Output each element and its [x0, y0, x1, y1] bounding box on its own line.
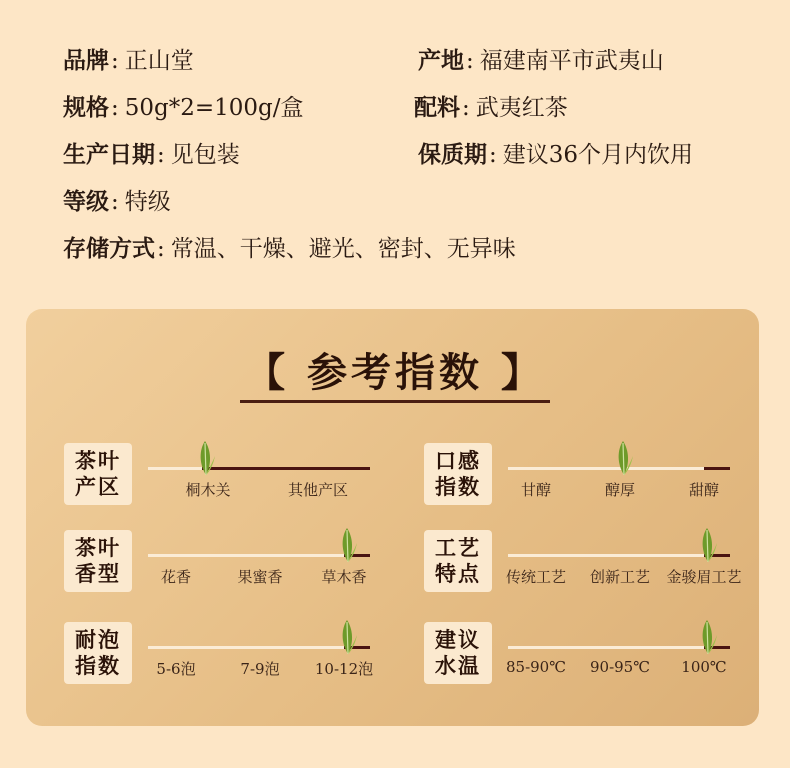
spec-value: 50g*2=100g/盒 [124, 95, 304, 121]
index-option-label: 果蜜香 [237, 568, 283, 586]
tea-leaf-marker-icon [614, 440, 634, 476]
spec-sep: : [489, 142, 497, 168]
spec-sep: : [466, 48, 474, 74]
index-scale-track [508, 646, 730, 649]
spec-value: 福建南平市武夷山 [479, 48, 664, 74]
index-scale-track [148, 646, 370, 649]
spec-sep: : [462, 95, 470, 121]
spec-key: 配料 [414, 94, 460, 121]
spec-production-date [63, 140, 240, 170]
index-label-line1: 口感 [435, 448, 481, 473]
title-underline [240, 400, 550, 403]
index-label-line2: 特点 [435, 561, 481, 586]
spec-value: 见包装 [170, 142, 240, 168]
index-scale-track [148, 554, 370, 557]
spec-key: 生产日期 [63, 141, 155, 168]
index-scale-track [508, 554, 730, 557]
index-option-label: 5-6泡 [156, 660, 196, 678]
spec-value: 建议36个月内饮用 [502, 142, 694, 168]
index-label-box [64, 443, 132, 505]
spec-size [63, 93, 304, 123]
spec-sep: : [157, 236, 165, 262]
spec-ingredients [414, 93, 568, 123]
spec-value: 特级 [124, 189, 171, 215]
panel-title: 【 参考指数 】 [245, 349, 545, 396]
index-option-label: 100℃ [681, 658, 727, 676]
index-option-label: 花香 [160, 568, 192, 586]
spec-key: 保质期 [418, 141, 487, 168]
index-scale-fill [704, 467, 730, 470]
spec-origin [418, 46, 664, 76]
spec-sep: : [111, 189, 119, 215]
index-label-line2: 香型 [75, 561, 121, 586]
index-option-label: 桐木关 [185, 481, 231, 499]
index-label-box [424, 443, 492, 505]
index-option-label: 85-90℃ [505, 658, 567, 676]
spec-value: 常温、干燥、避光、密封、无异味 [170, 236, 516, 262]
index-option-label: 创新工艺 [589, 568, 651, 586]
index-label-line2: 水温 [435, 653, 481, 678]
spec-key: 等级 [63, 188, 109, 215]
spec-grade [63, 187, 171, 217]
index-label-box [64, 622, 132, 684]
tea-leaf-marker-icon [196, 440, 216, 476]
spec-sep: : [111, 48, 119, 74]
index-label-box [424, 622, 492, 684]
index-label-line1: 耐泡 [75, 627, 121, 652]
index-option-label: 7-9泡 [240, 660, 280, 678]
index-label-line1: 茶叶 [75, 535, 121, 560]
spec-value: 武夷红茶 [475, 95, 568, 121]
spec-storage [63, 234, 516, 264]
spec-brand [63, 46, 194, 76]
index-scale-fill [202, 467, 370, 470]
spec-sep: : [111, 95, 119, 121]
index-label-line2: 指数 [75, 653, 121, 678]
index-option-label: 甜醇 [688, 481, 720, 499]
index-label-line2: 指数 [435, 474, 481, 499]
index-option-label: 草木香 [321, 568, 367, 586]
index-option-label: 90-95℃ [589, 658, 651, 676]
spec-key: 产地 [418, 47, 464, 74]
tea-leaf-marker-icon [338, 527, 358, 563]
index-label-line1: 建议 [435, 627, 481, 652]
index-option-label: 金骏眉工艺 [666, 568, 742, 586]
spec-sep: : [157, 142, 165, 168]
tea-leaf-marker-icon [698, 619, 718, 655]
index-option-label: 醇厚 [604, 481, 636, 499]
index-label-line2: 产区 [75, 474, 121, 499]
index-option-label: 10-12泡 [314, 660, 374, 678]
tea-leaf-marker-icon [338, 619, 358, 655]
index-label-line1: 工艺 [435, 535, 481, 560]
index-option-label: 甘醇 [520, 481, 552, 499]
spec-shelf-life [418, 140, 693, 170]
index-label-box [64, 530, 132, 592]
spec-key: 存储方式 [63, 235, 155, 262]
index-option-label: 传统工艺 [505, 568, 567, 586]
index-option-label: 其他产区 [287, 481, 349, 499]
spec-key: 品牌 [63, 47, 109, 74]
index-label-box [424, 530, 492, 592]
tea-leaf-marker-icon [698, 527, 718, 563]
index-label-line1: 茶叶 [75, 448, 121, 473]
spec-value: 正山堂 [124, 48, 194, 74]
spec-key: 规格 [63, 94, 109, 121]
